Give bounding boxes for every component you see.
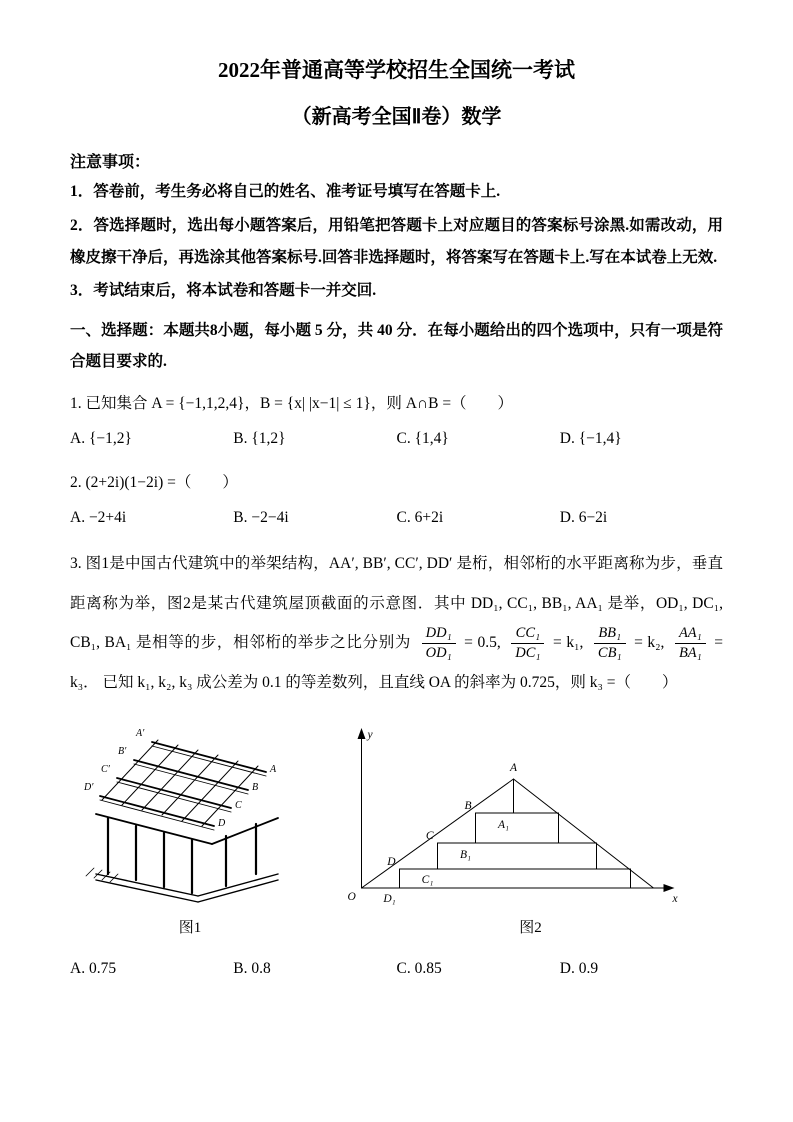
figure-1-building-structure-drawing: [70, 716, 305, 912]
q2-option-a: A. −2+4i: [70, 508, 127, 526]
y-axis-arrow: [358, 728, 366, 739]
figure-2-caption: 图2: [519, 920, 542, 937]
fig1-label-a-prime: A′: [136, 728, 145, 740]
question-1-stem: 1. 已知集合 A = {−1,1,2,4}，B = {x| |x−1| ≤ 1}，则 A∩B =（ ）: [70, 395, 514, 413]
q3-frac2-tail: = k₁,: [553, 634, 584, 652]
figure-1-caption: 图1: [178, 920, 202, 937]
fig2-label-d1: D₁: [383, 893, 396, 906]
q3-text-1: 3. 图1是中国古代建筑中的举架结构，AA′, BB′, CC′, DD′ 是桁，相邻桁的水平距离称为步，垂直距离称为举，图2是某古代建筑屋顶截面的示意图．其中 DD₁, CC₁, BB₁, AA₁ 是举，OD₁, DC₁, CB₁, BA₁ 是相等的步，相邻桁的举步之比分别为: [70, 555, 723, 652]
q3-option-a: A. 0.75: [70, 960, 117, 978]
q3-option-d: D. 0.9: [559, 960, 599, 978]
q3-frac1-numerator: DD₁: [422, 625, 456, 644]
fig2-label-a: A: [509, 762, 518, 775]
q3-frac1-tail: = 0.5,: [464, 634, 501, 652]
q2-option-d: D. 6−2i: [559, 508, 608, 526]
fig2-label-b: B: [464, 800, 472, 813]
fig2-label-origin: O: [347, 891, 356, 904]
question-3-figures: [70, 716, 723, 937]
q2-option-c: C. 6+2i: [396, 508, 444, 526]
question-2-stem: 2. (2+2i)(1−2i) =（ ）: [70, 473, 238, 491]
fig2-label-a1: A₁: [497, 819, 510, 832]
q3-frac3-denominator: CB₁: [597, 645, 622, 662]
fig2-label-b1: B₁: [459, 849, 472, 862]
fig1-label-b: B: [252, 782, 259, 794]
q3-option-b: B. 0.8: [233, 960, 271, 978]
question-3-options: [70, 953, 723, 986]
q3-frac4-numerator: AA₁: [675, 625, 706, 644]
notice-item-1: 1．答卷前，考生务必将自己的姓名、准考证号填写在答题卡上.: [70, 183, 501, 200]
fig1-label-d: D: [218, 818, 226, 830]
q1-option-c: C. {1,4}: [396, 430, 449, 448]
fig2-label-d: D: [387, 856, 396, 869]
q3-frac2-denominator: DC₁: [515, 645, 541, 662]
section-1-heading: 一、选择题：本题共8小题，每小题 5 分，共 40 分．在每小题给出的四个选项中，只有一项是符合题目要求的.: [70, 322, 723, 371]
figure-2-roof-cross-section-diagram: [338, 716, 690, 912]
q3-frac3-tail: = k₂,: [634, 634, 665, 652]
fig1-label-a: A: [270, 764, 277, 776]
q1-option-a: A. {−1,2}: [70, 430, 132, 448]
exam-subtitle: （新高考全国Ⅱ卷）数学: [291, 106, 502, 128]
q3-text-2: 已知 k₁, k₂, k₃ 成公差为 0.1 的等差数列，且直线 OA 的斜率为 0.725，则 k₃ =（ ）: [102, 673, 678, 691]
notice-item-3: 3．考试结束后，将本试卷和答题卡一并交回.: [70, 282, 377, 300]
q3-frac3-numerator: BB₁: [594, 625, 626, 644]
question-2-options: [70, 502, 723, 535]
notice-heading: 注意事项：: [70, 154, 151, 171]
exam-paper: [70, 54, 723, 986]
question-3-stem: [70, 544, 723, 702]
fig2-label-x-axis: x: [672, 893, 678, 906]
fig1-label-d-prime: D′: [84, 782, 94, 794]
q3-fraction-4: [675, 625, 706, 663]
notice-item-2: 2．答选择题时，选出每小题答案后，用铅笔把答题卡上对应题目的答案标号涂黑.如需改动，用橡皮擦干净后，再选涂其他答案标号.回答非选择题时，将答案写在答题卡上.写在本试卷上无效.: [70, 216, 723, 266]
figure-1-container: [70, 716, 310, 937]
q3-fraction-2: [511, 625, 544, 663]
q3-frac4-tail: = k₃．: [70, 634, 724, 691]
x-axis-arrow: [664, 884, 675, 892]
q3-frac1-denominator: OD₁: [425, 645, 452, 662]
fig1-label-b-prime: B′: [118, 746, 127, 758]
exam-title: 2022年普通高等学校招生全国统一考试: [218, 58, 575, 82]
fig2-label-c: C: [425, 830, 434, 843]
q3-frac4-denominator: BA₁: [678, 645, 702, 662]
q3-fraction-3: [594, 625, 626, 663]
fig1-label-c-prime: C′: [101, 764, 110, 776]
q3-frac2-numerator: CC₁: [511, 625, 544, 644]
q1-option-b: B. {1,2}: [233, 430, 286, 448]
q3-option-c: C. 0.85: [396, 960, 442, 978]
figure-2-container: [310, 716, 723, 937]
fig2-label-c1: C₁: [421, 874, 434, 887]
question-1-options: [70, 423, 723, 456]
fig2-label-y-axis: y: [367, 729, 373, 742]
q2-option-b: B. −2−4i: [233, 508, 289, 526]
fig1-label-c: C: [235, 800, 242, 812]
q3-fraction-1: [422, 625, 456, 663]
q1-option-d: D. {−1,4}: [559, 430, 622, 448]
